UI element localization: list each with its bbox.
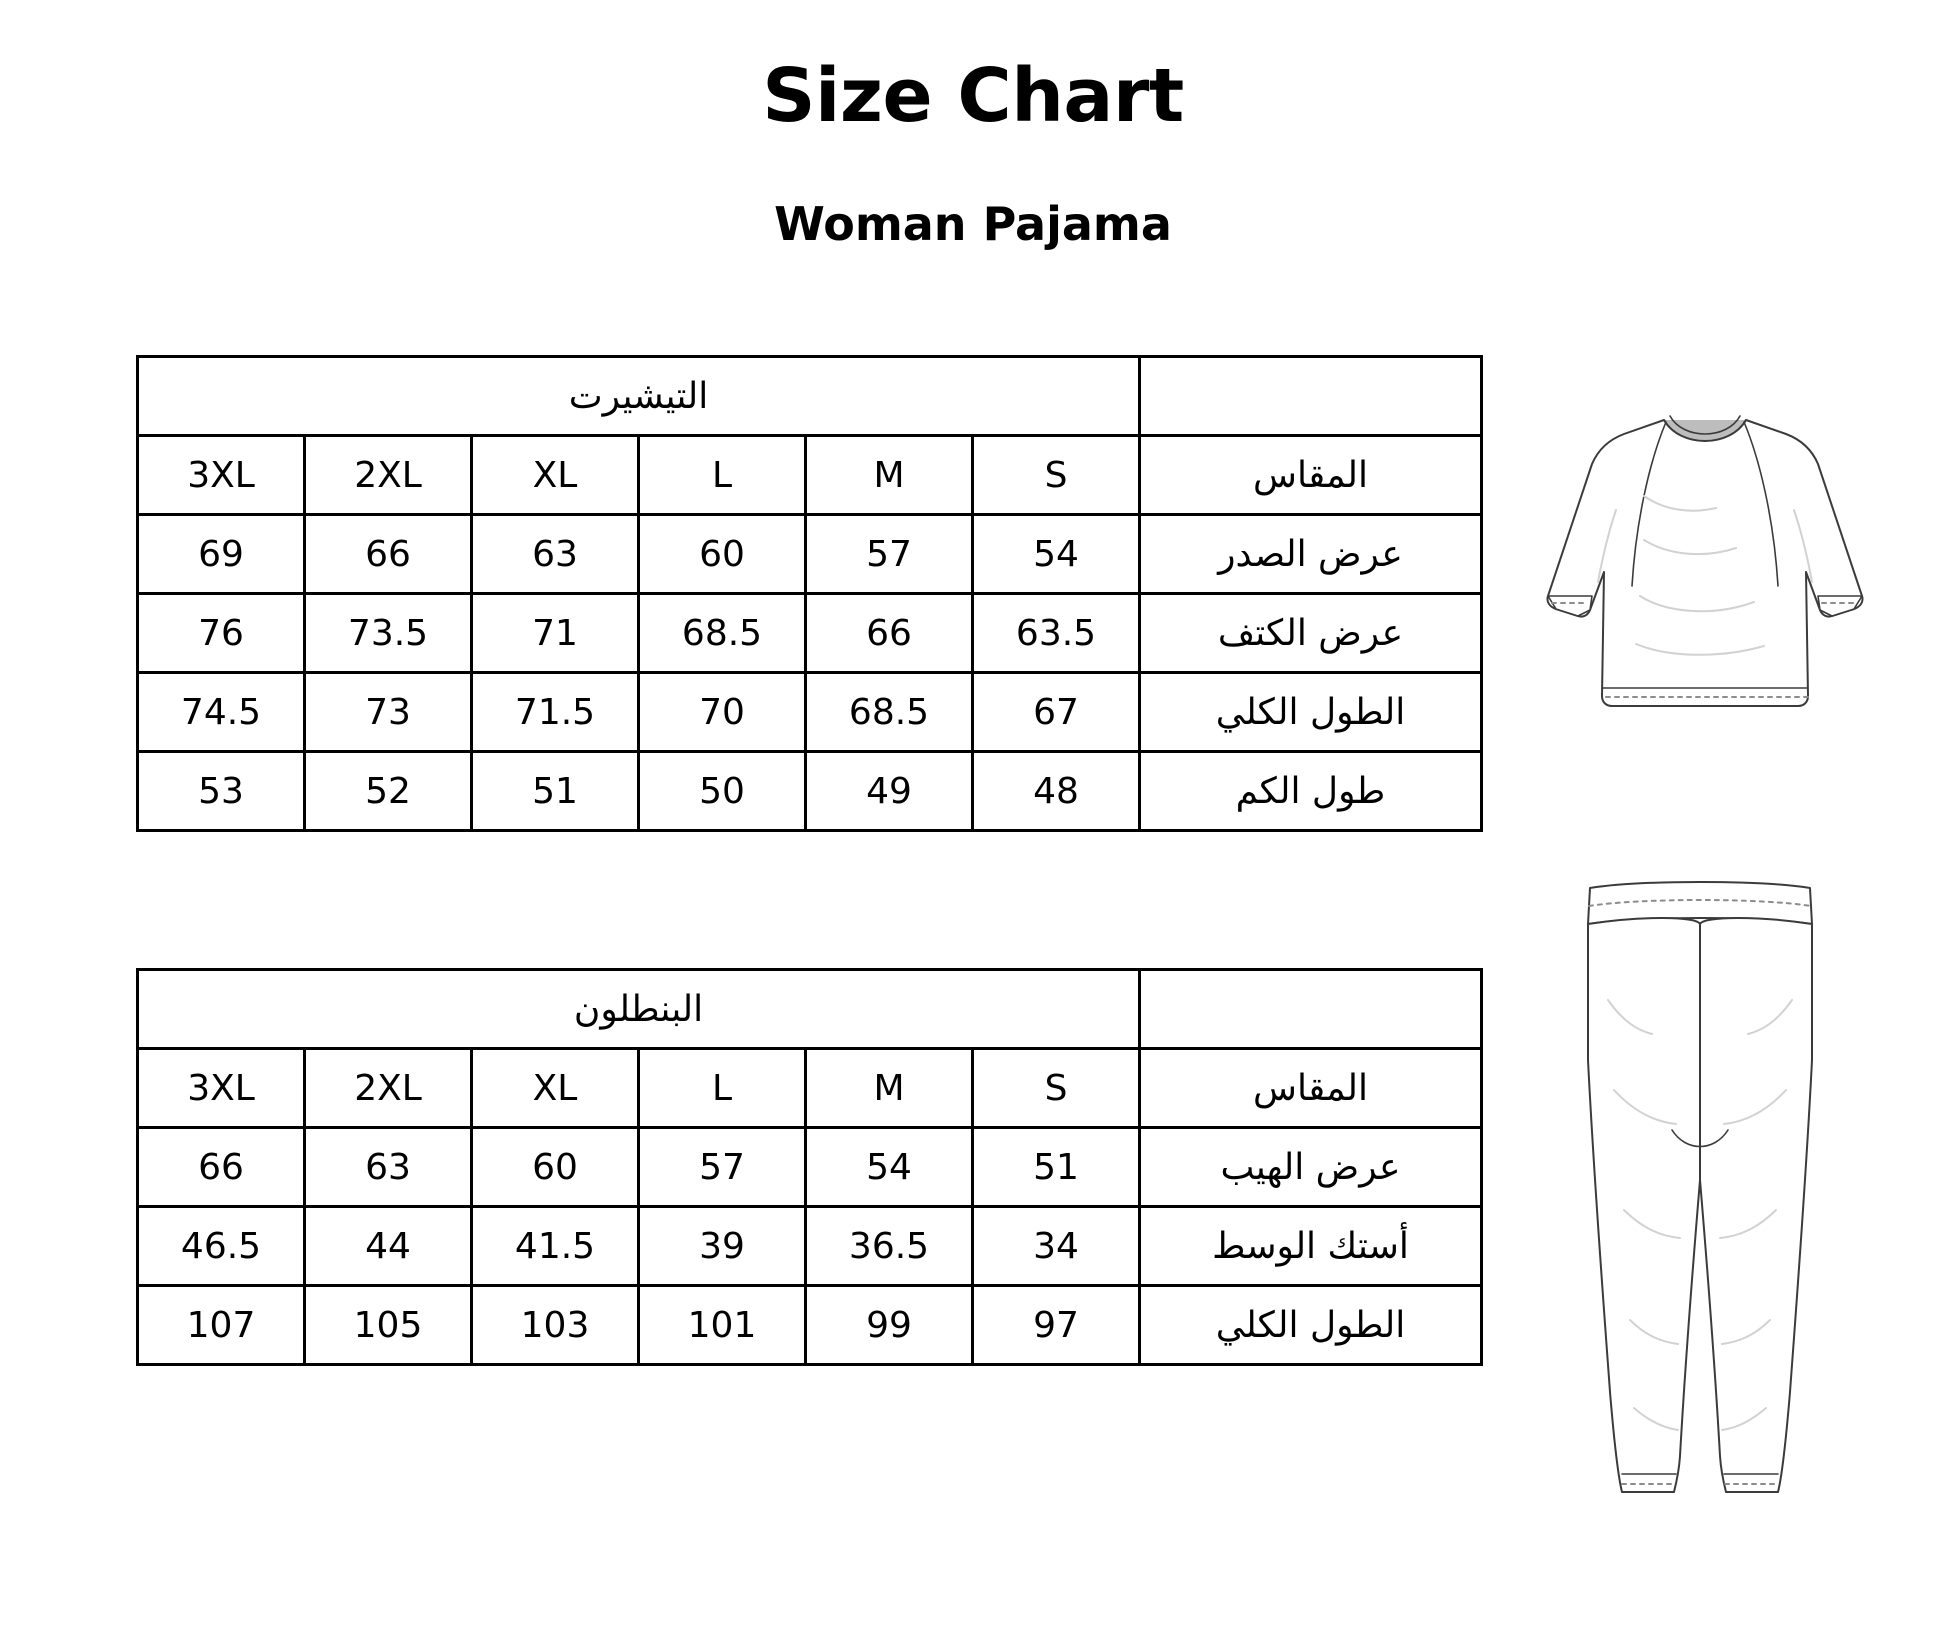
page-title: Size Chart bbox=[762, 53, 1184, 139]
shirt-sleeve-xl: 51 bbox=[472, 752, 639, 831]
shirt-shoulder-3xl: 76 bbox=[138, 594, 305, 673]
shirt-label-header: المقاس bbox=[1140, 436, 1482, 515]
pants-length-2xl: 105 bbox=[305, 1286, 472, 1365]
pants-size-xl: XL bbox=[472, 1049, 639, 1128]
pants-length-3xl: 107 bbox=[138, 1286, 305, 1365]
table-row bbox=[138, 1286, 1482, 1365]
pants-waist-m: 36.5 bbox=[806, 1207, 973, 1286]
shirt-size-m: M bbox=[806, 436, 973, 515]
pants-waist-l: 39 bbox=[639, 1207, 806, 1286]
shirt-sleeve-3xl: 53 bbox=[138, 752, 305, 831]
shirt-size-l: L bbox=[639, 436, 806, 515]
shirt-size-2xl: 2XL bbox=[305, 436, 472, 515]
pants-row-label-hip: عرض الهيب bbox=[1140, 1128, 1482, 1207]
shirt-group-header-spacer bbox=[1140, 357, 1482, 436]
table-row bbox=[138, 436, 1482, 515]
pants-size-table bbox=[136, 968, 1483, 1366]
pants-size-2xl: 2XL bbox=[305, 1049, 472, 1128]
pants-group-header-spacer bbox=[1140, 970, 1482, 1049]
shirt-length-3xl: 74.5 bbox=[138, 673, 305, 752]
shirt-shoulder-2xl: 73.5 bbox=[305, 594, 472, 673]
shirt-sleeve-l: 50 bbox=[639, 752, 806, 831]
pants-waist-xl: 41.5 bbox=[472, 1207, 639, 1286]
long-sleeve-top-illustration bbox=[1540, 400, 1870, 774]
pants-waist-s: 34 bbox=[973, 1207, 1140, 1286]
table-row bbox=[138, 1207, 1482, 1286]
shirt-row-label-chest: عرض الصدر bbox=[1140, 515, 1482, 594]
pants-hip-m: 54 bbox=[806, 1128, 973, 1207]
shirt-sleeve-m: 49 bbox=[806, 752, 973, 831]
pants-hip-l: 57 bbox=[639, 1128, 806, 1207]
leggings-illustration bbox=[1560, 880, 1840, 1524]
shirt-size-xl: XL bbox=[472, 436, 639, 515]
pants-table-container bbox=[136, 968, 1483, 1366]
shirt-length-l: 70 bbox=[639, 673, 806, 752]
table-row bbox=[138, 1128, 1482, 1207]
shirt-shoulder-m: 66 bbox=[806, 594, 973, 673]
table-row bbox=[138, 357, 1482, 436]
shirt-chest-xl: 63 bbox=[472, 515, 639, 594]
table-row bbox=[138, 752, 1482, 831]
shirt-chest-3xl: 69 bbox=[138, 515, 305, 594]
table-row bbox=[138, 673, 1482, 752]
shirt-size-s: S bbox=[973, 436, 1140, 515]
table-row bbox=[138, 594, 1482, 673]
shirt-shoulder-xl: 71 bbox=[472, 594, 639, 673]
pants-size-l: L bbox=[639, 1049, 806, 1128]
shirt-row-label-shoulder: عرض الكتف bbox=[1140, 594, 1482, 673]
pants-row-label-length: الطول الكلي bbox=[1140, 1286, 1482, 1365]
table-row bbox=[138, 970, 1482, 1049]
pants-row-label-waist: أستك الوسط bbox=[1140, 1207, 1482, 1286]
shirt-row-label-length: الطول الكلي bbox=[1140, 673, 1482, 752]
pants-length-s: 97 bbox=[973, 1286, 1140, 1365]
shirt-size-3xl: 3XL bbox=[138, 436, 305, 515]
pants-waist-3xl: 46.5 bbox=[138, 1207, 305, 1286]
pants-size-3xl: 3XL bbox=[138, 1049, 305, 1128]
pants-group-header: البنطلون bbox=[138, 970, 1140, 1049]
shirt-shoulder-s: 63.5 bbox=[973, 594, 1140, 673]
shirt-chest-2xl: 66 bbox=[305, 515, 472, 594]
shirt-row-label-sleeve: طول الكم bbox=[1140, 752, 1482, 831]
shirt-group-header: التيشيرت bbox=[138, 357, 1140, 436]
table-row bbox=[138, 515, 1482, 594]
shirt-size-table bbox=[136, 355, 1483, 832]
pants-length-l: 101 bbox=[639, 1286, 806, 1365]
shirt-table-container bbox=[136, 355, 1483, 832]
shirt-chest-m: 57 bbox=[806, 515, 973, 594]
pants-size-m: M bbox=[806, 1049, 973, 1128]
shirt-shoulder-l: 68.5 bbox=[639, 594, 806, 673]
shirt-length-xl: 71.5 bbox=[472, 673, 639, 752]
shirt-length-2xl: 73 bbox=[305, 673, 472, 752]
page-subtitle: Woman Pajama bbox=[774, 197, 1172, 251]
pants-size-s: S bbox=[973, 1049, 1140, 1128]
table-row bbox=[138, 1049, 1482, 1128]
shirt-sleeve-2xl: 52 bbox=[305, 752, 472, 831]
shirt-length-m: 68.5 bbox=[806, 673, 973, 752]
pants-hip-s: 51 bbox=[973, 1128, 1140, 1207]
pants-hip-3xl: 66 bbox=[138, 1128, 305, 1207]
shirt-chest-s: 54 bbox=[973, 515, 1140, 594]
pants-waist-2xl: 44 bbox=[305, 1207, 472, 1286]
shirt-chest-l: 60 bbox=[639, 515, 806, 594]
shirt-length-s: 67 bbox=[973, 673, 1140, 752]
pants-hip-2xl: 63 bbox=[305, 1128, 472, 1207]
pants-hip-xl: 60 bbox=[472, 1128, 639, 1207]
pants-length-m: 99 bbox=[806, 1286, 973, 1365]
shirt-sleeve-s: 48 bbox=[973, 752, 1140, 831]
pants-label-header: المقاس bbox=[1140, 1049, 1482, 1128]
pants-length-xl: 103 bbox=[472, 1286, 639, 1365]
